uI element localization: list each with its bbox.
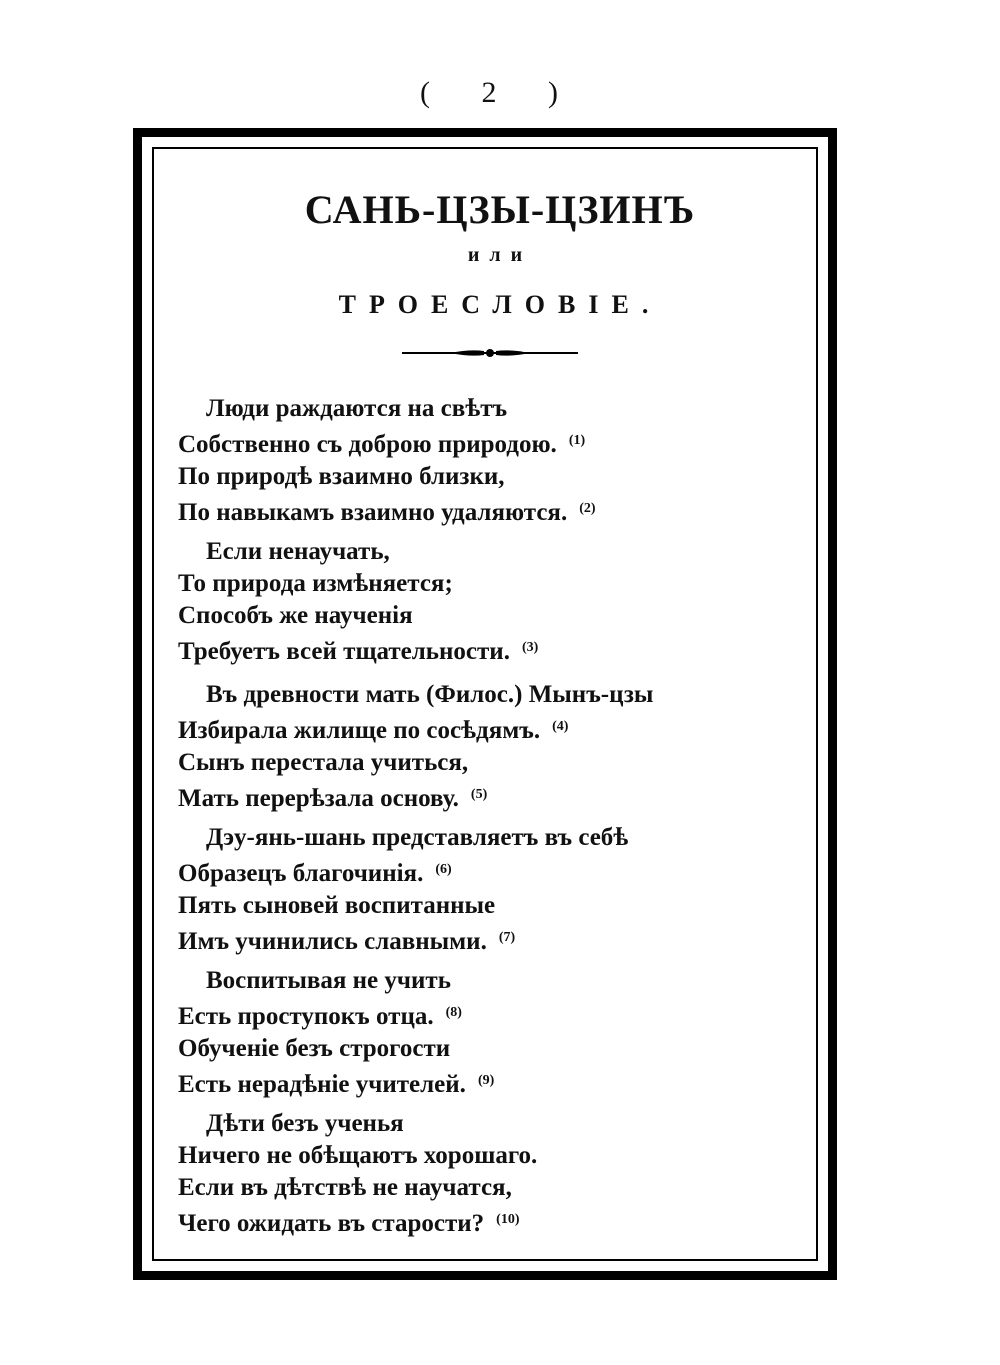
verse-line: Есть нерадѣніе учителей. $^{(9)}$ bbox=[178, 1071, 495, 1098]
footnote-marker: (8) bbox=[445, 1005, 462, 1020]
verse-line: Ничего не обѣщаютъ хорошаго. bbox=[178, 1142, 538, 1169]
subtitle-conjunction: или bbox=[467, 244, 533, 266]
footnote-marker: (7) bbox=[498, 930, 516, 945]
verse-line: Воспитывая не учить bbox=[206, 967, 451, 994]
verse-line: Обученіе безъ строгости bbox=[178, 1035, 451, 1062]
verse-line: По навыкамъ взаимно удаляются. $^{(2)}$ bbox=[178, 499, 596, 526]
verse-line: Имъ учинились славными. $^{(7)}$ bbox=[178, 928, 516, 955]
stanza-1 bbox=[178, 393, 738, 529]
stanza-6 bbox=[178, 1108, 738, 1240]
footnote-marker: (5) bbox=[470, 787, 488, 802]
book-title: САНЬ-ЦЗЫ-ЦЗИНЪ bbox=[304, 187, 696, 232]
subtitle-alternate-title: ТРОЕСЛОВІЕ. bbox=[338, 290, 662, 319]
footnote-marker: (9) bbox=[477, 1073, 495, 1088]
footnote-marker: (6) bbox=[435, 862, 452, 877]
footnote-marker: (3) bbox=[521, 640, 539, 655]
verse-line: Пять сыновей воспитанные bbox=[178, 892, 496, 919]
stanza-2 bbox=[178, 536, 738, 668]
verse-line: Чего ожидать въ старости? $^{(10)}$ bbox=[178, 1210, 520, 1237]
page-number: ( 2 ) bbox=[420, 76, 580, 109]
verse-line: Если въ дѣтствѣ не научатся, bbox=[178, 1174, 512, 1201]
verse-line: Въ древности мать (Филос.) Мынъ-цзы bbox=[206, 681, 654, 708]
verse-line: Люди раждаются на свѣтъ bbox=[206, 395, 508, 422]
verse-line: Собственно съ доброю природою. $^{(1)}$ bbox=[178, 431, 586, 458]
footnote-marker: (4) bbox=[552, 719, 569, 734]
verse-line: Способъ же наученія bbox=[178, 602, 413, 629]
stanza-3 bbox=[178, 679, 738, 815]
verse-line: То природа измѣняется; bbox=[178, 570, 453, 597]
footnote-marker: (10) bbox=[496, 1212, 520, 1227]
verse-line: Мать перерѣзала основу. $^{(5)}$ bbox=[178, 785, 488, 812]
ornamental-divider bbox=[400, 343, 580, 363]
verse-line: Сынъ перестала учиться, bbox=[178, 749, 469, 776]
stanza-5 bbox=[178, 965, 738, 1101]
verse-line: Образецъ благочинія. $^{(6)}$ bbox=[178, 860, 452, 887]
stanza-4 bbox=[178, 822, 738, 958]
verse-line: Если ненаучать, bbox=[206, 538, 390, 565]
verse-line: Дэу-янь-шань представляетъ въ себѣ bbox=[206, 824, 629, 851]
footnote-marker: (1) bbox=[568, 433, 586, 448]
verse-line: Дѣти безъ ученья bbox=[206, 1110, 404, 1137]
footnote-marker: (2) bbox=[579, 501, 596, 516]
verse-line: По природѣ взаимно близки, bbox=[178, 463, 505, 490]
verse-line: Есть проступокъ отца. $^{(8)}$ bbox=[178, 1003, 462, 1030]
verse-line: Избирала жилище по сосѣдямъ. $^{(4)}$ bbox=[178, 717, 569, 744]
verse-line: Требуетъ всей тщательности. $^{(3)}$ bbox=[178, 638, 539, 665]
